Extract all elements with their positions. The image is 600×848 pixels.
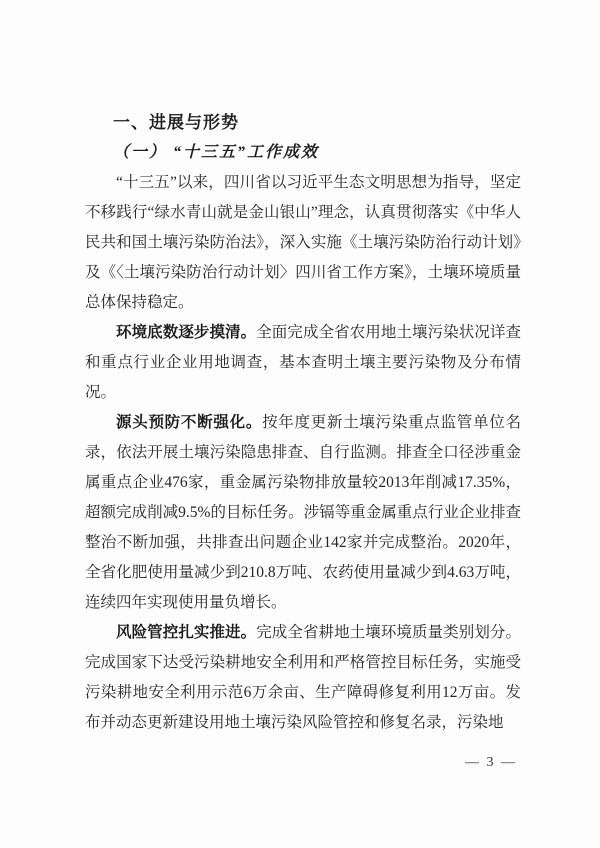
paragraph-text: 按年度更新土壤污染重点监管单位名录，依法开展土壤污染隐患排查、自行监测。排查全口径涉重金属重点企业476家，重金属污染物排放量较2013年削减17.35%，超额完成削减9.5%的目标任务。涉镉等重金属重点行业企业排查整治不断加强，共排查出问题企业142家并完成整治。2020年，全省化肥使用量减少到210.8万吨、农药使用量减少到4.63万吨，连续四年实现使用量负增长。 <box>85 414 521 611</box>
paragraph-lead: 源头预防不断强化。 <box>116 414 263 431</box>
paragraph-source-prevention <box>85 408 521 618</box>
document-content <box>85 108 521 738</box>
section-heading: 一、进展与形势 <box>113 113 239 132</box>
paragraph-environment-baseline <box>85 318 521 408</box>
paragraph-intro <box>85 168 521 318</box>
paragraph-lead: 环境底数逐步摸清。 <box>116 324 257 341</box>
paragraph-text: “十三五”以来，四川省以习近平生态文明思想为指导，坚定不移践行“绿水青山就是金山银山”理念，认真贯彻落实《中华人民共和国土壤污染防治法》，深入实施《土壤污染防治行动计划》及《〈土壤污染防治行动计划〉四川省工作方案》，土壤环境质量总体保持稳定。 <box>85 174 521 311</box>
page-number: — 3 — <box>465 755 517 770</box>
subsection-heading: （一） “十三五”工作成效 <box>113 144 320 161</box>
paragraph-lead: 风险管控扎实推进。 <box>116 624 257 641</box>
paragraph-text: 完成全省耕地土壤环境质量类别划分。完成国家下达受污染耕地安全利用和严格管控目标任务，实施受污染耕地安全利用示范6万余亩、生产障碍修复利用12万亩。发布并动态更新建设用地土壤污染风险管控和修复名录，污染地 <box>85 624 521 731</box>
paragraph-risk-control <box>85 618 521 738</box>
paragraph-text: 全面完成全省农用地土壤污染状况详查和重点行业企业用地调查，基本查明土壤主要污染物及分布情况。 <box>85 324 521 401</box>
